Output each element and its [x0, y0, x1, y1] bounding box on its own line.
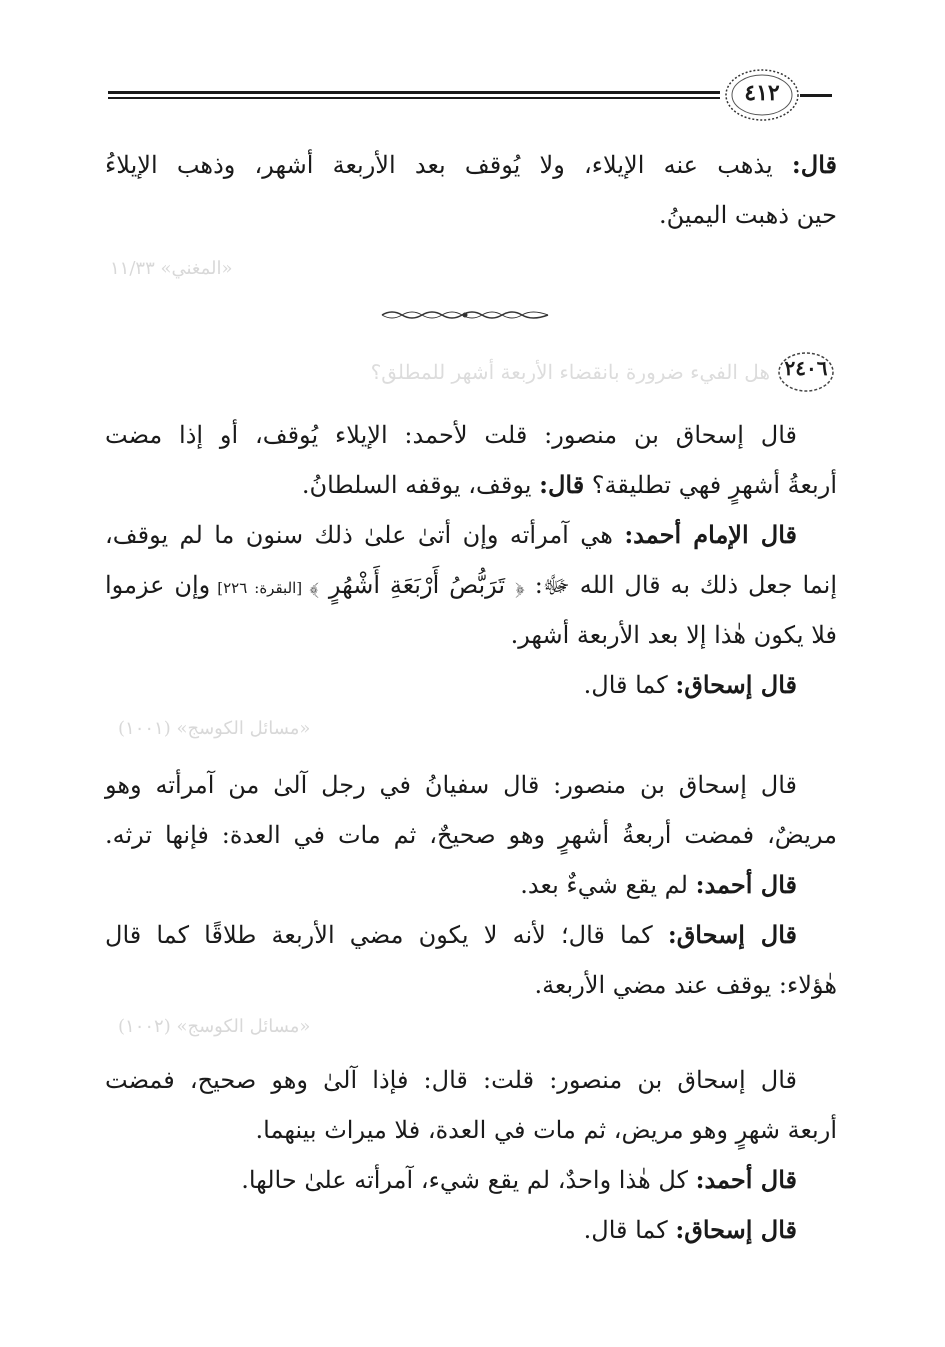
- source-note: «مسائل الكوسج» (١٠٠٢): [118, 1016, 311, 1037]
- q-p2-line-2: إنما جعل ذلك به قال الله ﷻ: ﴿ تَرَبُّصُ أَرْبَعَةِ أَشْهُرٍ ﴾ [البقرة: ٢٢٦] وإن عزموا: [105, 571, 837, 599]
- speaker-label: قال إسحاق:: [675, 1215, 797, 1244]
- q-p2-line-1: قال الإمام أحمد: هي آمرأته وإن أتىٰ علىٰ ذلك سنون ما لم يوقف،: [105, 520, 797, 549]
- entry-prev-text: [105, 140, 837, 240]
- header-rule-right: [800, 94, 832, 97]
- e2-p3-line-2: هٰؤلاء: يوقف عند مضي الأربعة.: [534, 971, 837, 999]
- e3-p2-line: قال أحمد: كل هٰذا واحدٌ، لم يقع شيء، آمرأته علىٰ حالها.: [241, 1165, 797, 1194]
- divider-ornament-icon: [380, 308, 550, 322]
- entry-3-text: [105, 1055, 837, 1255]
- speaker-label: قال:: [791, 150, 837, 179]
- speaker-label: قال إسحاق:: [675, 670, 797, 699]
- page-number: ٤١٢: [744, 80, 780, 106]
- q-p2-line-3: فلا يكون هٰذا إلا بعد الأربعة أشهر.: [510, 621, 837, 649]
- speaker-label: قال أحمد:: [695, 1165, 797, 1194]
- question-title: هل الفيء ضرورة بانقضاء الأربعة أشهر للمطلق؟: [370, 360, 770, 384]
- question-text: [105, 410, 837, 710]
- verse-reference: [البقرة: ٢٢٦]: [210, 579, 310, 597]
- entry-prev-line-2: حين ذهبت اليمينُ.: [659, 201, 837, 229]
- source-note: «مسائل الكوسج» (١٠٠١): [118, 718, 311, 739]
- speaker-label: قال إسحاق:: [667, 920, 798, 949]
- e3-p3-line: قال إسحاق: كما قال.: [583, 1215, 797, 1244]
- speaker-label: قال أحمد:: [695, 870, 797, 899]
- entry-prev-line-1: قال: يذهب عنه الإيلاء، ولا يُوقف بعد الأربعة أشهر، وذهب الإيلاءُ: [105, 150, 837, 179]
- speaker-label: قال الإمام أحمد:: [624, 520, 797, 549]
- quran-verse: ﴿ تَرَبُّصُ أَرْبَعَةِ أَشْهُرٍ ﴾: [309, 571, 525, 599]
- e3-p1-line-2: أربعة شهرٍ وهو مريض، ثم مات في العدة، فلا ميراث بينهما.: [255, 1116, 837, 1144]
- q-p1-line-2: أربعةُ أشهرٍ فهي تطليقة؟ قال: يوقف، يوقفه السلطانُ.: [301, 470, 837, 499]
- entry-2-text: [105, 760, 837, 1010]
- header-rule-bottom: [108, 97, 720, 99]
- e2-p1-line-1: قال إسحاق بن منصور: قال سفيانُ في رجل آلىٰ من آمرأته وهو: [105, 771, 797, 799]
- e2-p2-line: قال أحمد: لم يقع شيءٌ بعد.: [520, 870, 797, 899]
- source-note: «المغني» ١١/٣٣: [110, 258, 233, 279]
- header-rule-top: [108, 91, 720, 94]
- q-p1-line-1: قال إسحاق بن منصور: قلت لأحمد: الإيلاء يُوقف، أو إذا مضت: [105, 421, 797, 449]
- speaker-label: قال:: [539, 470, 585, 499]
- e2-p1-line-2: مريضٌ، فمضت أربعةُ أشهرٍ وهو صحيحٌ، ثم مات في العدة: فإنها ترثه.: [105, 821, 837, 849]
- e3-p1-line-1: قال إسحاق بن منصور: قلت: قال: فإذا آلىٰ وهو صحيح، فمضت: [105, 1066, 798, 1094]
- question-number: ٢٤٠٦: [784, 356, 828, 380]
- q-p3-line: قال إسحاق: كما قال.: [583, 670, 797, 699]
- e2-p3-line-1: قال إسحاق: كما قال؛ لأنه لا يكون مضي الأربعة طلاقًا كما قال: [105, 920, 798, 949]
